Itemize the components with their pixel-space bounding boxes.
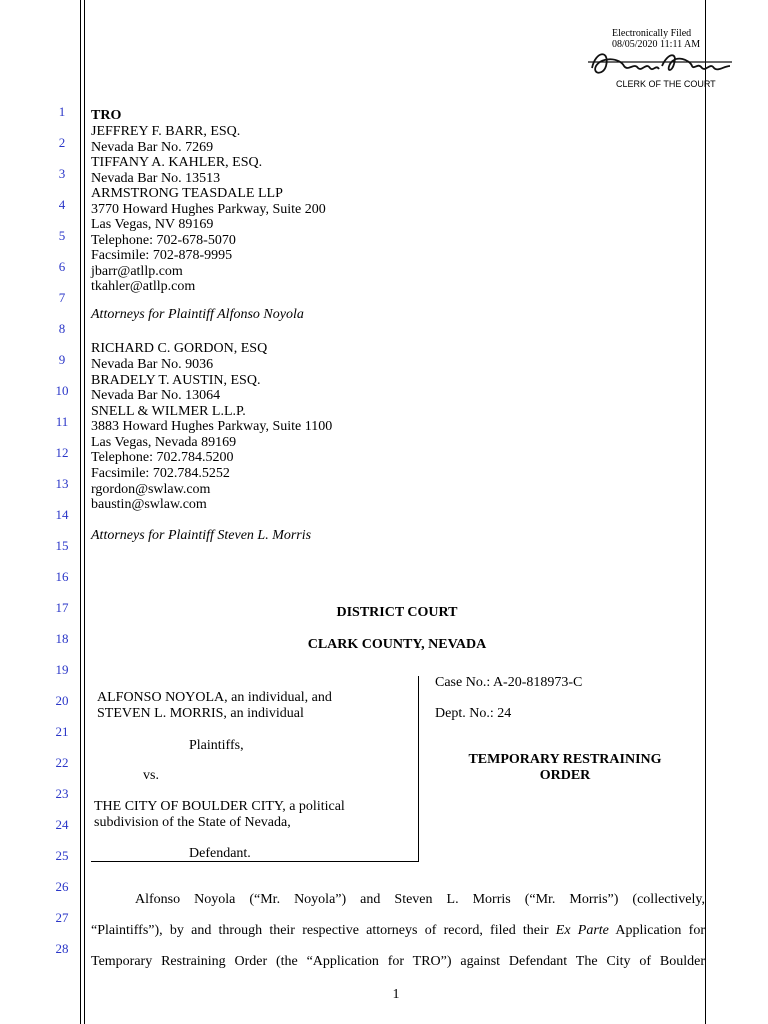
counsel-line: Las Vegas, NV 89169 (91, 217, 214, 232)
line-number: 14 (55, 507, 69, 522)
line-number: 2 (58, 135, 66, 150)
page-number: 1 (392, 987, 400, 1002)
line-number: 8 (58, 321, 66, 336)
counsel-email: tkahler@atllp.com (91, 279, 196, 294)
line-number: 20 (55, 693, 69, 708)
line-number: 21 (55, 724, 69, 739)
line-number: 26 (55, 879, 69, 894)
plaintiffs-label: Plaintiffs, (189, 738, 244, 753)
body-line (91, 923, 705, 939)
counsel-line: Facsimile: 702.784.5252 (91, 466, 230, 481)
counsel-role: Attorneys for Plaintiff Alfonso Noyola (91, 307, 304, 322)
plaintiffs-name: ALFONSO NOYOLA, an individual, and (97, 690, 332, 705)
left-margin-rule-inner (84, 0, 85, 1024)
counsel-line: TIFFANY A. KAHLER, ESQ. (91, 155, 263, 170)
counsel-line: Telephone: 702.784.5200 (91, 450, 234, 465)
counsel-email: baustin@swlaw.com (91, 497, 207, 512)
counsel-line: Las Vegas, Nevada 89169 (91, 435, 237, 450)
counsel-email: rgordon@swlaw.com (91, 482, 211, 497)
line-number: 18 (55, 631, 69, 646)
clerk-signature (586, 44, 734, 82)
line-number: 3 (58, 166, 66, 181)
counsel-email: jbarr@atllp.com (91, 264, 183, 279)
counsel-line: JEFFREY F. BARR, ESQ. (91, 124, 241, 139)
counsel-line: ARMSTRONG TEASDALE LLP (91, 186, 283, 201)
line-number: 7 (58, 290, 66, 305)
defendant-name: subdivision of the State of Nevada, (94, 815, 291, 830)
left-margin-rule-outer (80, 0, 81, 1024)
department-number: Dept. No.: 24 (435, 706, 512, 721)
right-margin-rule (705, 0, 706, 1024)
counsel-line: SNELL & WILMER L.L.P. (91, 404, 246, 419)
counsel-line: BRADELY T. AUSTIN, ESQ. (91, 373, 261, 388)
line-number: 10 (55, 383, 69, 398)
line-number: 19 (55, 662, 69, 677)
body-text: Temporary Restraining Order (the “Application for TRO”) against Defendant The City of Boulder (91, 954, 705, 969)
case-number: Case No.: A-20-818973-C (435, 675, 583, 690)
counsel-line: Nevada Bar No. 13064 (91, 388, 221, 403)
line-number: 17 (55, 600, 69, 615)
caption-divider-rule (418, 676, 419, 862)
line-number: 12 (55, 445, 69, 460)
line-number: 13 (55, 476, 69, 491)
line-number: 6 (58, 259, 66, 274)
counsel-line: Facsimile: 702-878-9995 (91, 248, 233, 263)
line-number: 24 (55, 817, 69, 832)
line-number: 4 (58, 197, 66, 212)
document-title: ORDER (539, 768, 591, 783)
clerk-label: CLERK OF THE COURT (616, 79, 716, 89)
counsel-line: Nevada Bar No. 7269 (91, 140, 214, 155)
line-number: 1 (58, 104, 66, 119)
body-line (91, 954, 705, 970)
plaintiffs-name: STEVEN L. MORRIS, an individual (97, 706, 304, 721)
filed-datetime: 08/05/2020 11:11 AM (612, 39, 701, 50)
line-number: 27 (55, 910, 69, 925)
court-name: DISTRICT COURT (336, 605, 458, 620)
line-number: 9 (58, 352, 66, 367)
counsel-line: Nevada Bar No. 9036 (91, 357, 214, 372)
counsel-line: Telephone: 702-678-5070 (91, 233, 236, 248)
line-number: 16 (55, 569, 69, 584)
document-title: TEMPORARY RESTRAINING (468, 752, 662, 767)
line-number: 11 (55, 414, 69, 429)
filed-label: Electronically Filed (612, 28, 692, 39)
counsel-line: 3770 Howard Hughes Parkway, Suite 200 (91, 202, 326, 217)
document-code: TRO (91, 108, 122, 123)
line-number: 22 (55, 755, 69, 770)
body-line (135, 892, 705, 908)
line-number: 5 (58, 228, 66, 243)
line-number: 15 (55, 538, 69, 553)
versus: vs. (143, 768, 159, 783)
defendant-label: Defendant. (189, 846, 251, 861)
body-text: “Plaintiffs”), by and through their respective attorneys of record, filed their (91, 923, 556, 938)
counsel-role: Attorneys for Plaintiff Steven L. Morris (91, 528, 312, 543)
counsel-line: Nevada Bar No. 13513 (91, 171, 221, 186)
line-number: 25 (55, 848, 69, 863)
body-text: Application for (608, 923, 705, 938)
court-county: CLARK COUNTY, NEVADA (307, 637, 487, 652)
body-text-italic: Ex Parte (555, 923, 609, 938)
counsel-line: RICHARD C. GORDON, ESQ (91, 341, 268, 356)
caption-bottom-rule (91, 861, 419, 862)
line-number: 23 (55, 786, 69, 801)
line-number: 28 (55, 941, 69, 956)
body-text: Alfonso Noyola (“Mr. Noyola”) and Steven L. Morris (“Mr. Morris”) (collectively, (135, 892, 705, 907)
defendant-name: THE CITY OF BOULDER CITY, a political (94, 799, 345, 814)
counsel-line: 3883 Howard Hughes Parkway, Suite 1100 (91, 419, 333, 434)
